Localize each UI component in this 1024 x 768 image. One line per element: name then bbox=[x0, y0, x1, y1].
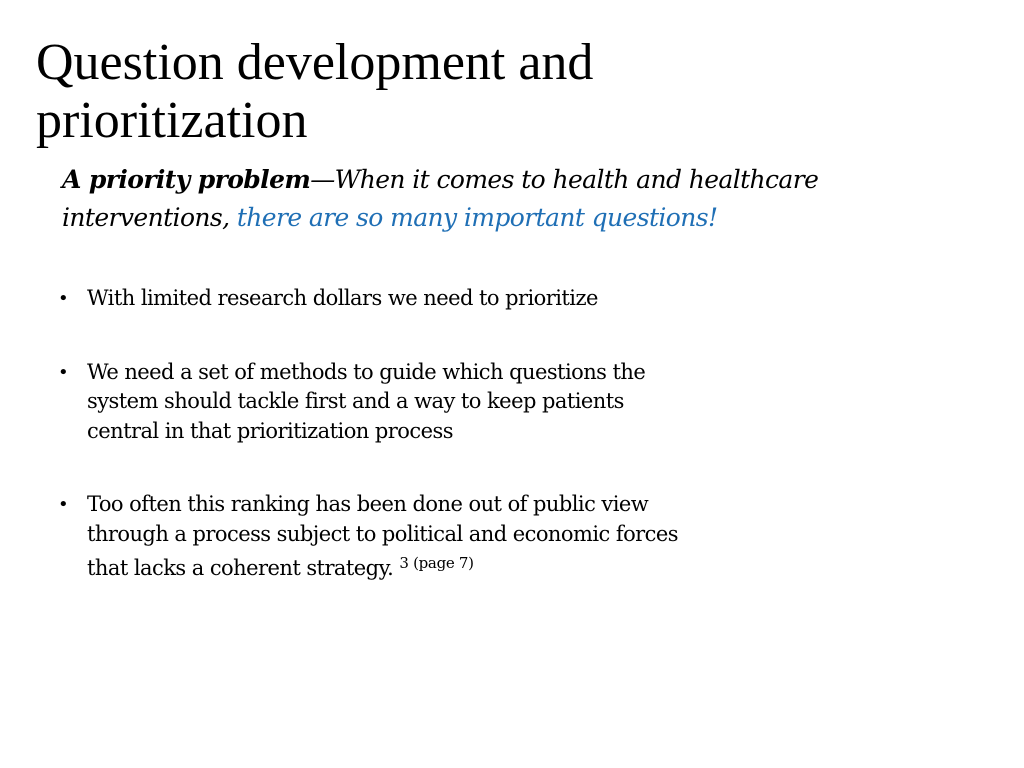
subtitle-italic-text: When it comes to health and healthcare interventions, bbox=[62, 165, 819, 232]
subtitle-dash: — bbox=[310, 165, 335, 194]
bullet-text: With limited research dollars we need to prioritize bbox=[87, 286, 598, 310]
subtitle-accent-text: there are so many important questions! bbox=[236, 203, 718, 232]
bullet-dot-icon: • bbox=[58, 361, 69, 383]
citation-reference: 3 (page 7) bbox=[399, 554, 474, 572]
slide-title-line-2: prioritization bbox=[36, 92, 308, 149]
bullet-list bbox=[58, 284, 698, 584]
bullet-dot-icon: • bbox=[58, 288, 69, 309]
subtitle-bold-lead: A priority problem bbox=[62, 165, 311, 194]
bullet-item bbox=[58, 284, 698, 314]
bullet-text: We need a set of methods to guide which questions the system should tackle first and a way to keep patients central in that prioritization process bbox=[87, 359, 646, 443]
slide-subtitle bbox=[62, 161, 982, 237]
slide-title-line-1: Question development and bbox=[36, 34, 594, 91]
slide-title bbox=[36, 34, 936, 150]
bullet-text: Too often this ranking has been done out of public view through a process subject to political and economic forces that lacks a coherent strategy. bbox=[87, 492, 678, 580]
bullet-item bbox=[58, 490, 698, 584]
bullet-dot-icon: • bbox=[58, 494, 69, 515]
bullet-item bbox=[58, 358, 698, 447]
